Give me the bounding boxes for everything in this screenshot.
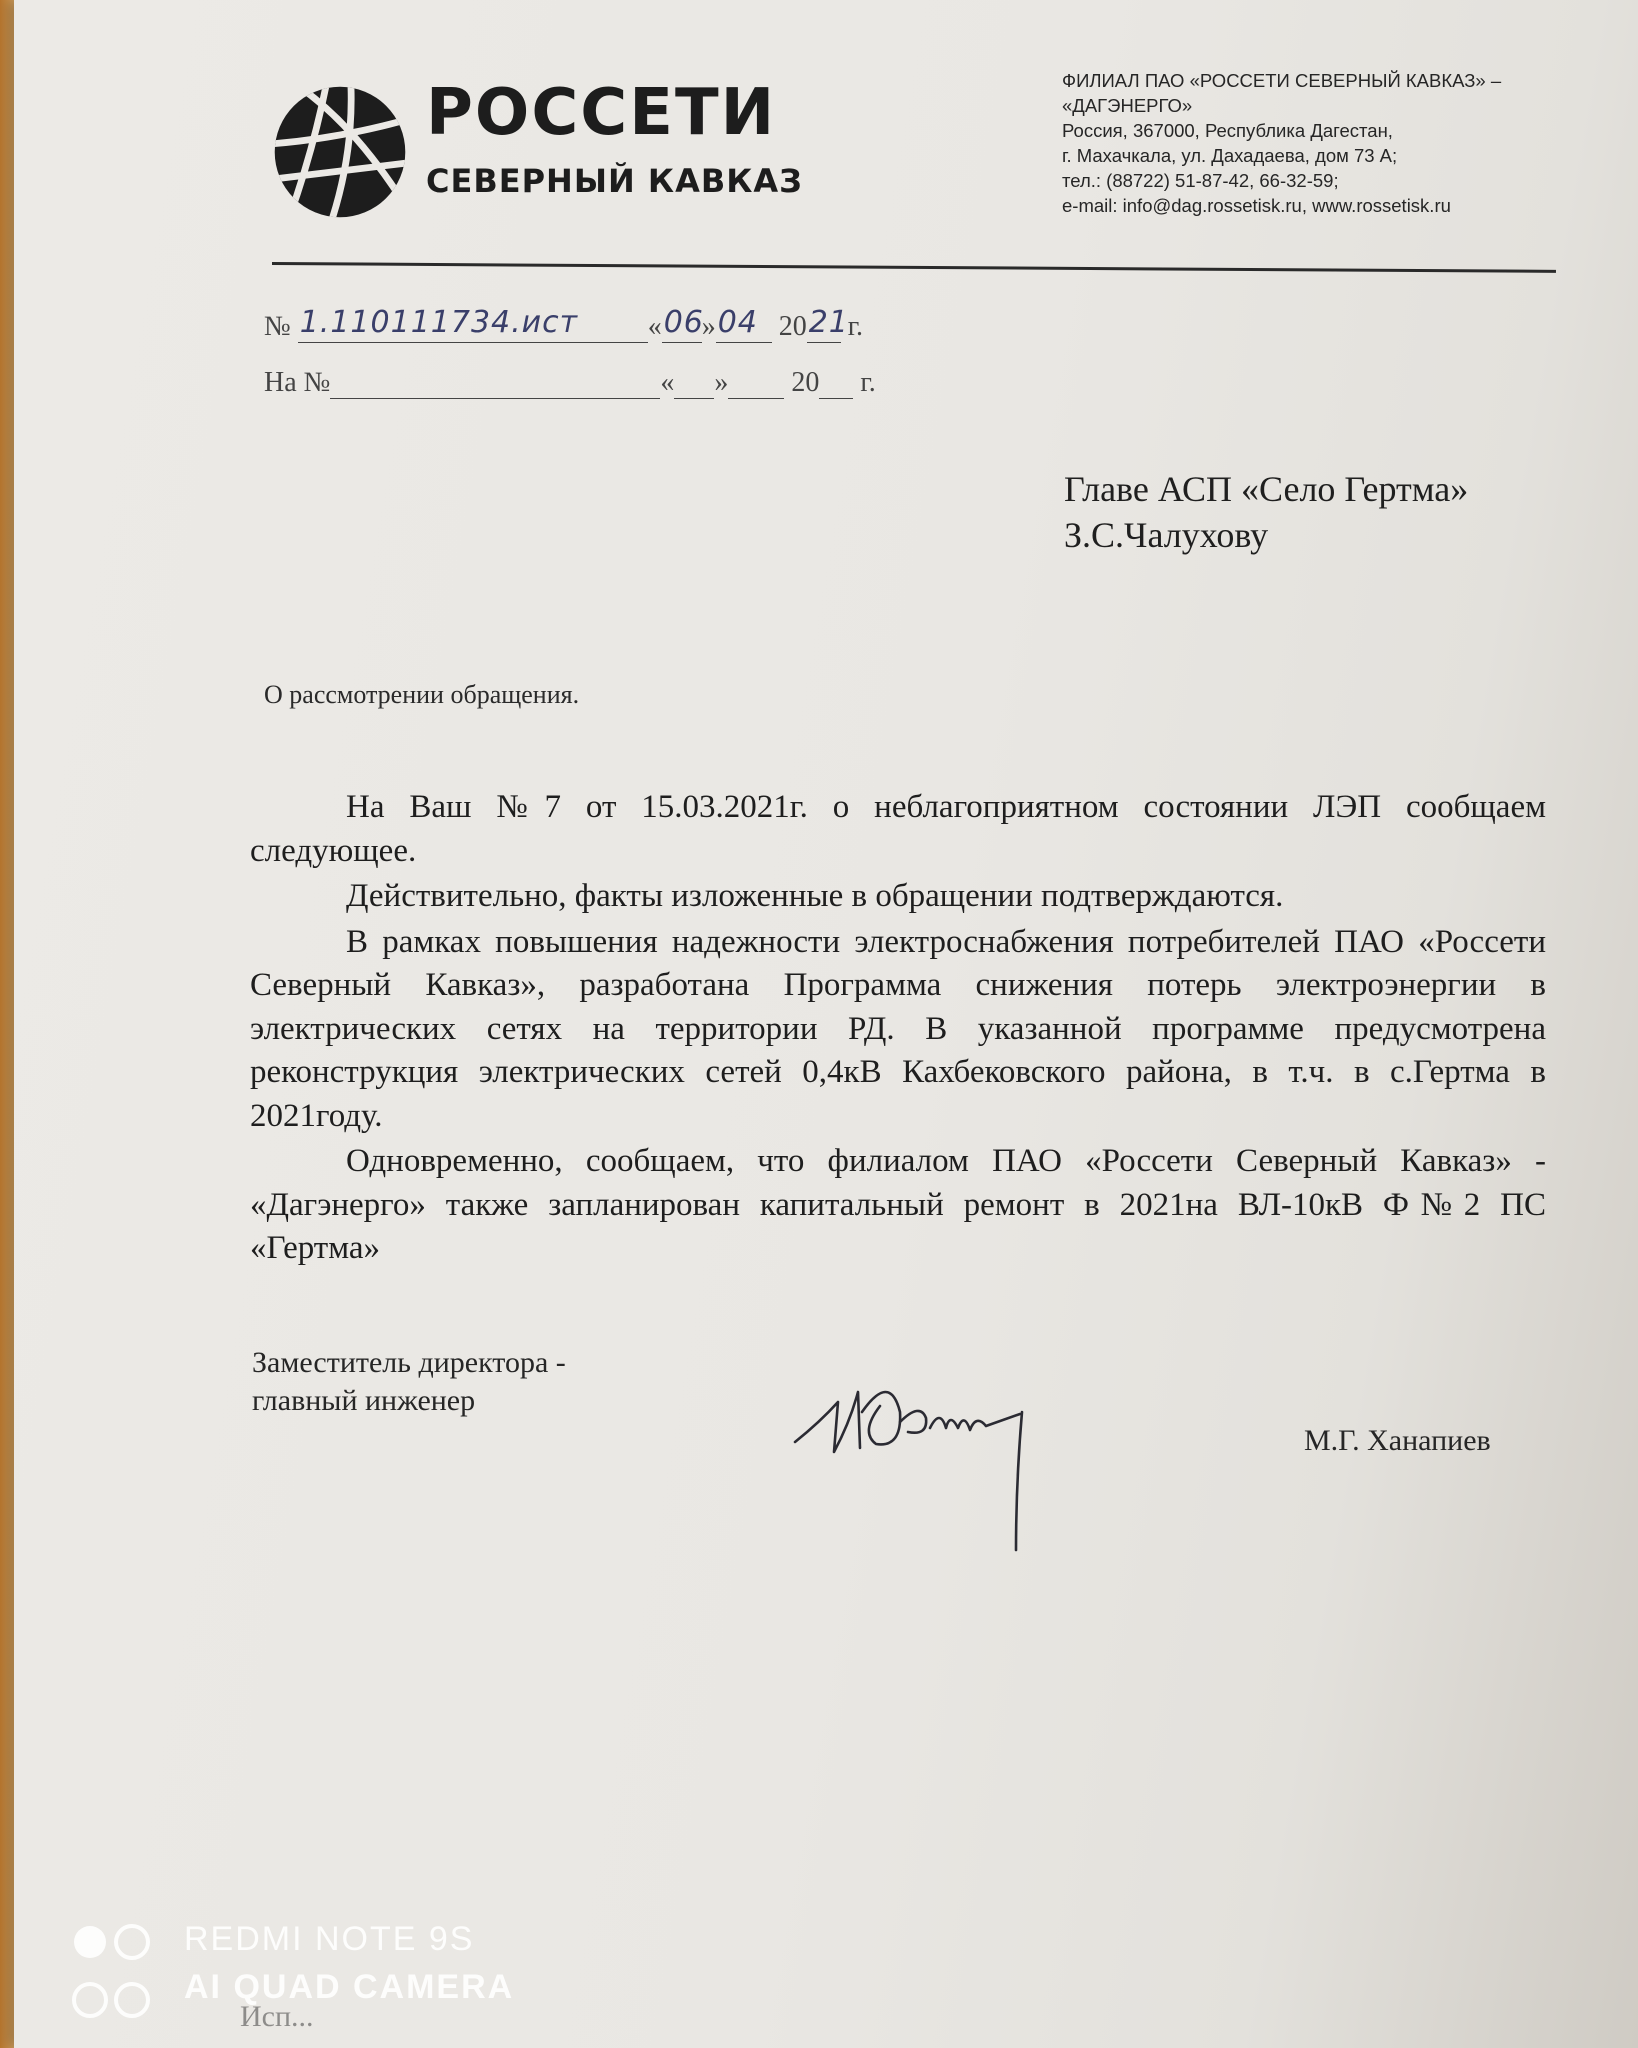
letter-page <box>14 0 1638 2048</box>
signatory-title: Заместитель директора - главный инженер <box>252 1346 566 1417</box>
company-address <box>1062 68 1582 218</box>
address-line: ФИЛИАЛ ПАО «РОССЕТИ СЕВЕРНЫЙ КАВКАЗ» – <box>1062 70 1502 91</box>
camera-lens-icon <box>70 1920 154 2028</box>
recipient-name: З.С.Чалухову <box>1064 515 1269 555</box>
letter-body <box>250 786 1546 1273</box>
outgoing-reference: № 1.110111734.ист « 06 » 04 20 21 г. <box>264 305 864 342</box>
handwritten-signature <box>790 1352 1070 1562</box>
brand-title: РОССЕТИ <box>426 76 777 150</box>
address-line: Россия, 367000, Республика Дагестан, <box>1062 120 1393 141</box>
body-paragraph: На Ваш №7 от 15.03.2021г. о неблагоприятном состоянии ЛЭП сообщаем следующее. <box>250 789 1546 869</box>
reply-prefix: На № <box>264 367 331 398</box>
handwritten-month: 04 <box>717 305 758 340</box>
table-edge <box>0 0 14 2048</box>
rosseti-logo-icon <box>272 84 408 220</box>
body-paragraph: Одновременно, сообщаем, что филиалом ПАО «Россети Северный Кавказ» - «Дагэнерго» также запланирован капитальный ремонт в 2021на ВЛ-10кВ Ф№2 ПС «Гертма» <box>250 1143 1546 1266</box>
body-paragraph: Действительно, факты изложенные в обращении подтверждаются. <box>346 878 1284 914</box>
number-prefix: № <box>264 311 291 342</box>
address-line: «ДАГЭНЕРГО» <box>1062 95 1193 116</box>
watermark-device: REDMI NOTE 9S <box>184 1920 475 1958</box>
letter-subject: О рассмотрении обращения. <box>264 680 580 709</box>
body-paragraph: В рамках повышения надежности электроснабжения потребителей ПАО «Россети Северный Кавказ», разработана Программа снижения потерь электроэнергии в электрических сетях на территории РД. В указанной программе предусмотрена реконструкция электрических сетей 0,4кВ Кахбековского района, в т.ч. в с.Гертма в 2021году. <box>250 923 1546 1134</box>
address-line: г. Махачкала, ул. Дахадаева, дом 73 А; <box>1062 145 1398 166</box>
signatory-name: М.Г. Ханапиев <box>1304 1424 1491 1457</box>
address-line: e-mail: info@dag.rossetisk.ru, www.rossetisk.ru <box>1062 195 1451 216</box>
reply-reference: На № « » 20 г. <box>264 364 876 399</box>
recipient-line: Главе АСП «Село Гертма» <box>1064 469 1469 509</box>
handwritten-year: 21 <box>808 305 849 340</box>
address-line: тел.: (88722) 51-87-42, 66-32-59; <box>1062 170 1339 191</box>
brand-subtitle: СЕВЕРНЫЙ КАВКАЗ <box>426 162 803 200</box>
recipient-block <box>1064 466 1468 558</box>
watermark-camera: AI QUAD CAMERA <box>184 1968 515 2006</box>
executor-label-cutoff: Исп... <box>240 2000 314 2033</box>
header-divider <box>272 262 1556 273</box>
handwritten-day: 06 <box>663 305 704 340</box>
year-prefix: 20 <box>778 311 807 342</box>
handwritten-number: 1.110111734.ист <box>299 305 579 340</box>
